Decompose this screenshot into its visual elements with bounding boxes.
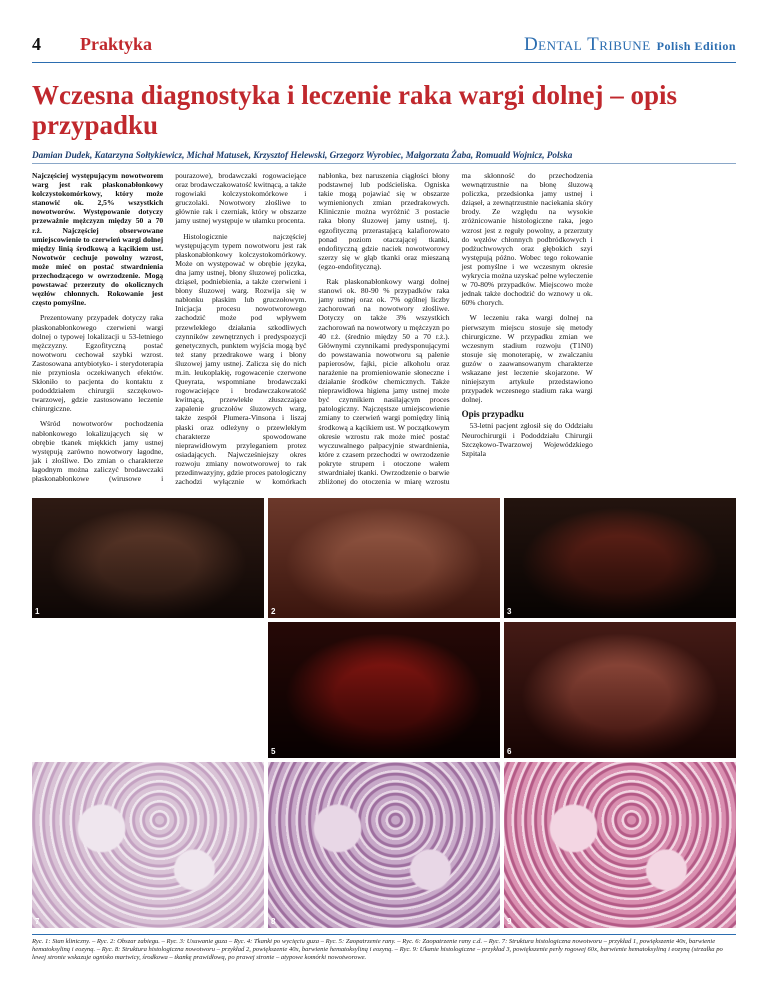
article-paragraph: Histologicznie najczęściej występującym typem nowotworu jest rak płaskonabłonkowy kolczystokomórkowy. Może on występować w obrębie języka, dna jamy ustnej, błony śluzowej policzka, dziąseł, podniebienia, a także czerwieni i błony śluzowej warg. Rozwija się w nabłonku płaskim lub gruczołowym. Inicjacja procesu nowotworowego zachodzić może pod wpływem przewlekłego działania szkodliwych czynników zewnętrznych i predyspozycji genetycznych, punktem wyjścia mogą być też stany przedrakowe warg i błony śluzowej jamy ustnej. Zalicza się do nich m.in. leukoplakię, rogowacenie czerwone Queyrata, wspomniane brodawczaki rogowaciejące i brodawczakowatość kwitnącą, przewlekłe złuszczające zapalenie gruczołów śluzowych warg, także zespół Plumera-Vinsona i liszaj płaski oraz odleżyny o przewlekłym charakterze spowodowane nieprawidłowym przyleganiem protez osiadających. Najwcześniejszy okres rozwoju zmiany nowotworowej to rak przedinwazyjny, gdzie proces patologiczny zachodzi wyłącznie w komórkach nabłonka, bez naruszenia ciągłości błony podstawnej lub podścieliska. Ogniska takie mogą pojawiać się w obszarze wymienionych zmian przedrakowych. Klinicznie można wyróżnić 3 postacie raka błony śluzowej jamy ustnej, tj. egzofityczną przerastającą kalafiorowato ponad poziom otaczającej tkanki, endofityczną gdzie naciek nowotworowy szerzy się w głąb tkanki oraz mieszaną (egzo-endofityczną). (175, 171, 450, 487)
figure-2-surgery-area-photo (268, 498, 500, 618)
article-paragraph: Prezentowany przypadek dotyczy raka płaskonabłonkowego czerwieni wargi dolnej o typowej lokalizacji u 53-letniego mężczyzny. Egzofityczną postać nowotworu cechował szybki wzrost. Zastosowana antybiotyko- i sterydoterapia nie przyniosła oczekiwanych efektów. Skłoniło to pacjenta do kontaktu z pododdziałem chirurgii szczękowo-twarzowej, gdzie zastosowano leczenie chirurgiczne. (32, 313, 164, 414)
caption-divider (32, 934, 736, 935)
article-title: Wczesna diagnostyka i leczenie raka wargi dolnej – opis przypadku (32, 80, 677, 140)
article-body (32, 171, 736, 489)
figure-9-histology-image (504, 762, 736, 928)
page-number: 4 (32, 34, 41, 54)
figure-1-clinical-photo (32, 498, 264, 618)
figure-number: 1 (35, 607, 40, 616)
brand-name: Dental Tribune (523, 34, 651, 55)
page-header (32, 34, 736, 60)
figure-number: 9 (507, 917, 512, 926)
figure-number: 8 (271, 917, 276, 926)
figure-number: 5 (271, 747, 276, 756)
section-title: Praktyka (80, 34, 152, 54)
figure-3-tumor-removal-photo (504, 498, 736, 618)
article-lead: Najczęściej występującym nowotworem warg jest rak płaskonabłonkowy kolczystokomórkowy, który może stanowić ok. 2,5% wszystkich nowotworów. Występowanie dotyczy przeważnie mężczyzn między 50 a 70 r.ż. Najczęściej obserwowane umiejscowienie to czerwień wargi dolnej między linią środkową a kącikiem ust. Nowotwór cechuje powolny wzrost, może mieć on postać stwardnienia przechodzącego w owrzodzenie. Mogą powstawać przerzuty do okolicznych węzłów chłonnych. Rokowanie jest często pomyślne. (32, 171, 164, 308)
article-paragraph: W leczeniu raka wargi dolnej na pierwszym miejscu stosuje się metody chirurgiczne. W przypadku zmian we wczesnym stadium rozwoju (T1N0) stosuje się monoterapię, w zwalczaniu guzów o zaawansowanym charakterze wskazane jest leczenie skojarzone. W niniejszym artykule przedstawiono przypadek wczesnego stadium raka wargi dolnej. (461, 313, 593, 405)
article-paragraph: Rak płaskonabłonkowy wargi dolnej stanowi ok. 80-90 % przypadków raka jamy ustnej oraz ok. 7% ogólnej liczby zachorowań na nowotwory złośliwe. Dotyczy on także 3% wszystkich zachorowań na nowotwory u mężczyzn po 40 r.ż. (średnio między 50 a 70 r.ż.). Głównymi czynnikami predysponującymi do powstawania nowotworu są palenie papierosów, fajki, picie alkoholu oraz narażenie na promieniowanie słoneczne i działanie środków chemicznych. Także nieprawidłowa higiena jamy ustnej może być czynnikiem nasilającym proces patologiczny. Najczęstsze umiejscowienie zmiany to czerwień wargi pomiędzy linią środkową a kącikiem ust. W początkowym okresie wzrostu rak może mieć postać wyczuwalnego palpacyjnie stwardnienia, które z czasem przechodzi w owrzodzenie pokryte strupem i otoczone wałem stwardniałej tkanki. Owrzodzenie o barwie zbliżonej do otoczenia w miarę wzrostu ma skłonność do przechodzenia wewnątrzustnie na błonę śluzową policzka, przedsionka jamy ustnej i dziąseł, a zewnątrzustnie naciekania skóry brody. Ze względu na wysokie zróżnicowanie histologiczne raka, jego wzrost jest z reguły powolny, a przerzuty do węzłów chłonnych podbródkowych i podżuchwowych oraz głębokich szyi występują późno. Wobec tego rokowanie jest pomyślne i we wczesnym okresie wykrycia można uzyskać pełne wyleczenie w 70-80% przypadków. Miejscowo może jednak także dochodzić do wznowy u ok. 60% chorych. (318, 171, 593, 487)
figure-8-histology-image (268, 762, 500, 928)
figure-number: 2 (271, 607, 276, 616)
brand-logo (524, 34, 736, 56)
figure-5-wound-photo (268, 622, 500, 758)
figure-number: 7 (35, 917, 40, 926)
article-authors: Damian Dudek, Katarzyna Sołtykiewicz, Michał Matusek, Krzysztof Helewski, Grzegorz Wyrobiec, Małgorzata Żaba, Romuald Wojnicz, Polska (32, 150, 573, 160)
figure-number: 6 (507, 747, 512, 756)
figure-caption: Ryc. 1: Stan kliniczny. – Ryc. 2: Obszar zabiegu. – Ryc. 3: Usuwanie guza – Ryc. 4: Tkanki po wycięciu guza – Ryc. 5: Zaopatrzenie rany. – Ryc. 6: Zaopatrzenie rany c.d. – Ryc. 7: Struktura histologiczna nowotworu – przykład 1, powiększenie 40x, barwienie hematoksyliną i eozyną. – Ryc. 8: Struktura histologiczna nowotworu – przykład 2, powiększenie 40x, barwienie hematoksyliną i eozyną. – Ryc. 9: Ukanie histologiczne – przykład 3, powiększenie perły rogowej 60x, barwienie hematoksyliną i eozyną (strzałka po lewej stronie wskazuje ognisko martwicy, środkowa – tkankę prawidłową, po prawej stronie – atypowe komórki nowotworowe. (32, 938, 723, 961)
article-paragraph: Wśród nowotworów pochodzenia nabłonkowego lokalizujących się w obrębie tkanek miękkich jamy ustnej występują zarówno nowotwory łagodne, jak i złośliwe. Do zmian o charakterze łagodnym można zaliczyć brodawczaki płaskonabłonkowe (wirusowe i pourazowe), brodawczaki rogowaciejące oraz brodawczakowatość kwitnącą, a także rogowiaki kolczystokomórkowe i gruczolaki. Nowotwory złośliwe to głównie rak i czerniak, który w obszarze jamy ustnej występuje w ułamku procenta. (32, 171, 307, 483)
edition-label: Polish Edition (656, 39, 736, 53)
case-paragraph: 53-letni pacjent zgłosił się do Oddziału Neurochirurgii i Pododdziału Chirurgii Szczękowo-Twarzowej Wojewódzkiego Szpitala (461, 421, 593, 458)
case-heading: Opis przypadku (461, 409, 524, 420)
header-divider (32, 62, 736, 63)
figure-7-histology-image (32, 762, 264, 928)
figure-number: 3 (507, 607, 512, 616)
figure-6-wound-photo (504, 622, 736, 758)
authors-divider (32, 163, 736, 164)
